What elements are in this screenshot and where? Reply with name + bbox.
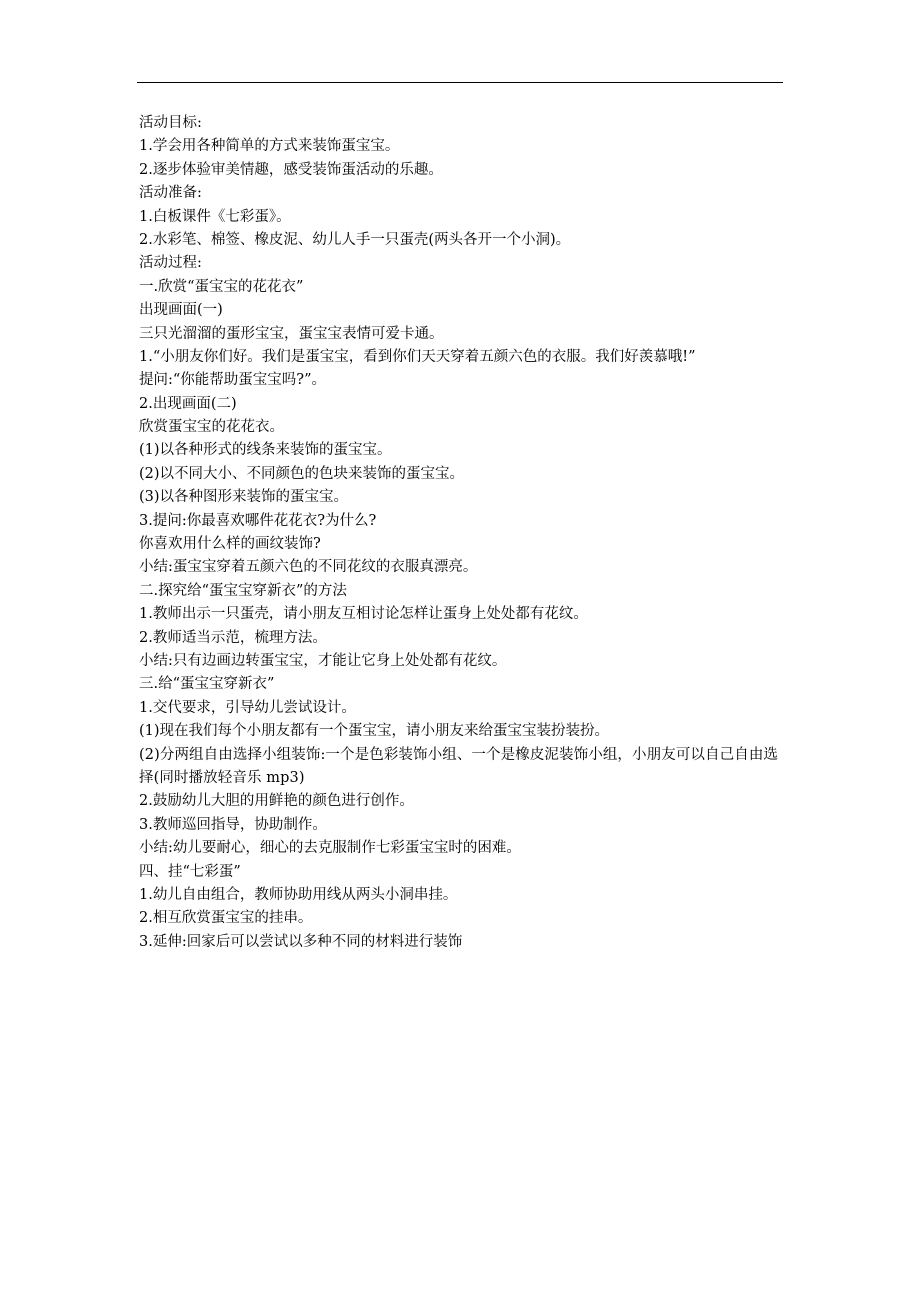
- text-line: (3)以各种图形来装饰的蛋宝宝。: [139, 489, 349, 506]
- text-line: 2.出现画面(二): [139, 395, 237, 412]
- text-paragraph: (2)分两组自由选择小组装饰:一个是色彩装饰小组、一个是橡皮泥装饰小组，小朋友可以自己自由选择(同时播放轻音乐 mp3): [139, 746, 779, 786]
- text-line: 提问:“你能帮助蛋宝宝吗?”。: [139, 372, 326, 389]
- section-heading-process: 活动过程:: [139, 255, 202, 272]
- text-line: 2.教师适当示范，梳理方法。: [139, 629, 327, 646]
- text-line: 3.教师巡回指导，协助制作。: [139, 816, 327, 833]
- subsection-heading: 三.给“蛋宝宝穿新衣”: [139, 676, 275, 693]
- text-line: (2)以不同大小、不同颜色的色块来装饰的蛋宝宝。: [139, 465, 465, 482]
- text-line: 1.白板课件《七彩蛋》。: [139, 208, 291, 225]
- text-line: 2.鼓励幼儿大胆的用鲜艳的颜色进行创作。: [139, 793, 414, 810]
- text-line: 2.水彩笔、棉签、橡皮泥、幼儿人手一只蛋壳(两头各开一个小洞)。: [139, 231, 571, 248]
- text-line: 1.学会用各种简单的方式来装饰蛋宝宝。: [139, 138, 400, 155]
- header-rule: [137, 82, 783, 83]
- text-line: 你喜欢用什么样的画纹装饰?: [139, 536, 321, 553]
- text-line: 欣赏蛋宝宝的花花衣。: [139, 419, 284, 436]
- text-line: 2.逐步体验审美情趣，感受装饰蛋活动的乐趣。: [139, 161, 443, 178]
- subsection-heading: 二.探究给“蛋宝宝穿新衣”的方法: [139, 582, 347, 599]
- subsection-heading: 四、挂“七彩蛋”: [139, 863, 241, 880]
- text-line: (1)以各种形式的线条来装饰的蛋宝宝。: [139, 442, 392, 459]
- document-body: [139, 112, 783, 954]
- subsection-heading: 一.欣赏“蛋宝宝的花花衣”: [139, 278, 304, 295]
- text-line: 小结:幼儿要耐心，细心的去克服制作七彩蛋宝宝时的困难。: [139, 840, 521, 857]
- text-line: 小结:只有边画边转蛋宝宝，才能让它身上处处都有花纹。: [139, 652, 507, 669]
- text-line: 1.幼儿自由组合，教师协助用线从两头小洞串挂。: [139, 886, 458, 903]
- text-line: 3.延伸:回家后可以尝试以多种不同的材料进行装饰: [139, 933, 463, 950]
- text-line: 1.交代要求，引导幼儿尝试设计。: [139, 699, 356, 716]
- text-line: 小结:蛋宝宝穿着五颜六色的不同花纹的衣服真漂亮。: [139, 559, 478, 576]
- text-line: 3.提问:你最喜欢哪件花花衣?为什么?: [139, 512, 377, 529]
- text-line: 三只光溜溜的蛋形宝宝，蛋宝宝表情可爱卡通。: [139, 325, 444, 342]
- text-line: 1.教师出示一只蛋壳，请小朋友互相讨论怎样让蛋身上处处都有花纹。: [139, 606, 588, 623]
- text-line: 1.“小朋友你们好。我们是蛋宝宝，看到你们天天穿着五颜六色的衣服。我们好羡慕哦!”: [139, 348, 696, 365]
- text-line: (1)现在我们每个小朋友都有一个蛋宝宝，请小朋友来给蛋宝宝装扮装扮。: [139, 723, 610, 740]
- section-heading-goals: 活动目标:: [139, 115, 202, 131]
- text-line: 2.相互欣赏蛋宝宝的挂串。: [139, 910, 313, 927]
- section-heading-preparation: 活动准备:: [139, 185, 202, 202]
- text-line: 出现画面(一): [139, 302, 223, 319]
